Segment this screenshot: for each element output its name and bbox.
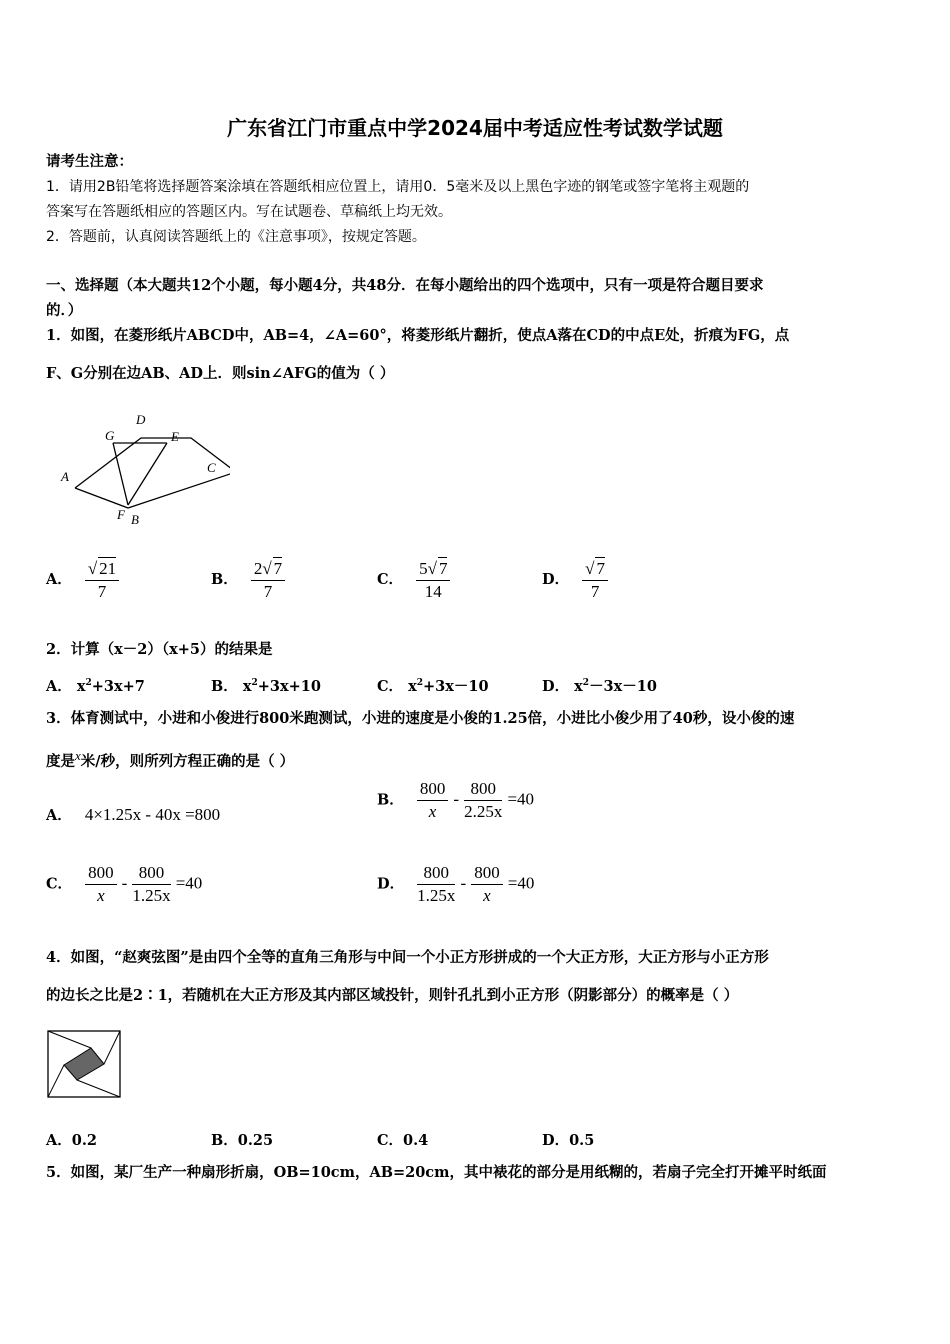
q3-d-num2: 800 — [471, 862, 503, 885]
q4-option-a[interactable] — [46, 1129, 97, 1150]
q1-option-b-letter: B． — [211, 571, 238, 588]
q2-c-sup: 2 — [416, 678, 424, 689]
q3-option-d[interactable] — [377, 862, 534, 907]
q3-d-den1: 1.25x — [417, 886, 456, 905]
q4-line-b: 的边长之比是2∶1，若随机在大正方形及其内部区域投针，则针孔扎到小正方形（阴影部分）的概率是（ ） — [46, 987, 739, 1004]
section1-line-b: 的．） — [46, 302, 83, 319]
q4-d-value: 0.5 — [569, 1132, 595, 1149]
zhao-shuang-figure — [47, 1030, 121, 1098]
q3-d-letter: D． — [377, 875, 405, 893]
q3-d-den2: x — [483, 886, 491, 905]
q2-a-letter: A． — [46, 678, 72, 695]
q3-var-x: x — [75, 748, 81, 763]
q3-d-eq: =40 — [507, 873, 535, 893]
q3-option-c[interactable] — [46, 862, 202, 907]
label-e: E — [171, 429, 179, 444]
label-d: D — [136, 412, 146, 427]
q2-option-a[interactable] — [46, 675, 145, 696]
q1-d-den: 7 — [590, 582, 600, 601]
notice-line-2: 2．答题前，认真阅读答题纸上的《注意事项》，按规定答题。 — [46, 229, 426, 245]
q3-c-num1: 800 — [85, 862, 117, 885]
q2-d-post: －3x－10 — [589, 678, 657, 695]
q5-line-a: 5．如图，某厂生产一种扇形折扇，OB=10cm，AB=20cm，其中裱花的部分是用纸糊的，若扇子完全打开摊平时纸面 — [46, 1164, 827, 1181]
q3-line-b-pre: 度是 — [46, 752, 75, 770]
q1-a-den: 7 — [97, 582, 107, 601]
q2-c-letter: C． — [377, 678, 404, 695]
notice-heading: 请考生注意： — [46, 153, 133, 170]
q3-b-letter: B． — [377, 791, 404, 809]
q3-c-den2: 1.25x — [132, 886, 171, 905]
q3-a-expr: 4×1.25x - 40x =800 — [84, 805, 221, 824]
q3-c-num2: 800 — [132, 862, 170, 885]
page-title: 广东省江门市重点中学2024届中考适应性考试数学试题 — [227, 116, 723, 140]
label-a: A — [61, 469, 69, 484]
q2-option-c[interactable] — [377, 675, 489, 696]
q3-line-a: 3．体育测试中，小进和小俊进行800米跑测试，小进的速度是小俊的1.25倍，小进比小俊少用了40秒，设小俊的速 — [46, 710, 795, 727]
q2-d-letter: D． — [542, 678, 570, 695]
q1-line-b: F、G分别在边AB、AD上．则sin∠AFG的值为（ ） — [46, 365, 395, 382]
q1-c-coef: 5 — [419, 559, 428, 578]
q4-c-value: 0.4 — [403, 1132, 429, 1149]
q2-a-post: +3x+7 — [91, 678, 145, 695]
q2-b-post: +3x+10 — [257, 678, 321, 695]
notice-line-1a: 1．请用2B铅笔将选择题答案涂填在答题纸相应位置上，请用0．5毫米及以上黑色字迹的钢笔或签字笔将主观题的 — [46, 179, 750, 195]
q3-c-eq: =40 — [175, 873, 203, 893]
q1-c-den: 14 — [424, 582, 442, 601]
q3-c-den1: x — [97, 886, 105, 905]
q4-a-value: 0.2 — [71, 1132, 97, 1149]
q3-d-num1: 800 — [417, 862, 455, 885]
q4-option-d[interactable] — [542, 1129, 594, 1150]
q3-b-den1: x — [428, 802, 437, 821]
q1-option-d[interactable]: D． $\frac{√ 7}{7}$ — [542, 557, 608, 603]
q3-line-b-post: 米/秒，则所列方程正确的是（ ） — [80, 752, 295, 770]
edge-ab — [75, 488, 128, 508]
q2-option-d[interactable] — [542, 675, 657, 696]
q2-c-pre: x — [408, 678, 417, 695]
q2-c-post: +3x－10 — [423, 678, 489, 695]
q3-c-minus: - — [121, 873, 128, 893]
q4-b-letter: B． — [211, 1132, 238, 1149]
q2-a-pre: x — [76, 678, 86, 695]
q1-a-rad: 21 — [99, 559, 117, 578]
q2-d-pre: x — [574, 678, 583, 695]
q3-b-num1: 800 — [417, 778, 449, 801]
q2-option-b[interactable] — [211, 675, 321, 696]
q4-b-value: 0.25 — [237, 1132, 274, 1149]
q1-option-a[interactable]: A． $\frac{√ 21}{7}$ — [46, 557, 119, 603]
q1-rhombus-figure — [55, 405, 230, 530]
label-f: F — [117, 507, 125, 522]
q1-b-rad: 7 — [273, 559, 283, 578]
label-g: G — [105, 428, 115, 443]
q3-b-minus: - — [453, 789, 460, 809]
q1-option-c-letter: C． — [377, 571, 404, 588]
q3-a-letter: A． — [46, 807, 72, 824]
q3-b-den2: 2.25x — [464, 802, 503, 821]
q4-d-letter: D． — [542, 1132, 570, 1149]
q1-option-b[interactable]: B． $\frac{2√ 7}{7}$ — [211, 557, 285, 603]
q3-line-b — [46, 746, 294, 772]
q2-b-letter: B． — [211, 678, 238, 695]
q3-c-letter: C． — [46, 875, 73, 893]
fold-gf — [113, 443, 128, 505]
q4-c-letter: C． — [377, 1132, 404, 1149]
label-c: C — [207, 460, 216, 475]
q2-stem: 2．计算（x－2）（x+5）的结果是 — [46, 641, 273, 658]
q3-b-num2: 800 — [464, 778, 502, 801]
q3-b-eq: =40 — [507, 789, 535, 809]
q1-b-coef: 2 — [253, 559, 263, 578]
q1-d-rad: 7 — [596, 559, 605, 578]
q3-option-b[interactable] — [377, 778, 534, 823]
q4-option-c[interactable] — [377, 1129, 428, 1150]
q3-option-a[interactable] — [46, 804, 220, 825]
q2-d-sup: 2 — [582, 678, 590, 689]
q1-option-a-letter: A． — [46, 571, 72, 588]
q1-option-c[interactable]: C． $\frac{5√ 7}{14}$ — [377, 557, 450, 603]
q4-a-letter: A． — [46, 1132, 72, 1149]
q1-c-rad: 7 — [438, 559, 448, 578]
q3-d-minus: - — [460, 873, 467, 893]
section1-line-a: 一、选择题（本大题共12个小题，每小题4分，共48分．在每小题给出的四个选项中，只有一项是符合题目要求 — [46, 277, 764, 294]
q2-b-pre: x — [242, 678, 252, 695]
q1-option-d-letter: D． — [542, 571, 570, 588]
q4-line-a: 4．如图，“赵爽弦图”是由四个全等的直角三角形与中间一个小正方形拼成的一个大正方形，大正方形与小正方形 — [46, 949, 769, 966]
q2-b-sup: 2 — [251, 678, 258, 689]
fold-ef — [128, 443, 167, 505]
label-b: B — [131, 512, 139, 527]
q4-option-b[interactable] — [211, 1129, 273, 1150]
notice-line-1b: 答案写在答题纸相应的答题区内。写在试题卷、草稿纸上均无效。 — [46, 204, 452, 220]
q1-b-den: 7 — [263, 582, 273, 601]
q2-a-sup: 2 — [85, 678, 92, 689]
q1-line-a: 1．如图，在菱形纸片ABCD中，AB=4，∠A=60°，将菱形纸片翻折，使点A落在CD的中点E处，折痕为FG，点 — [46, 327, 790, 344]
